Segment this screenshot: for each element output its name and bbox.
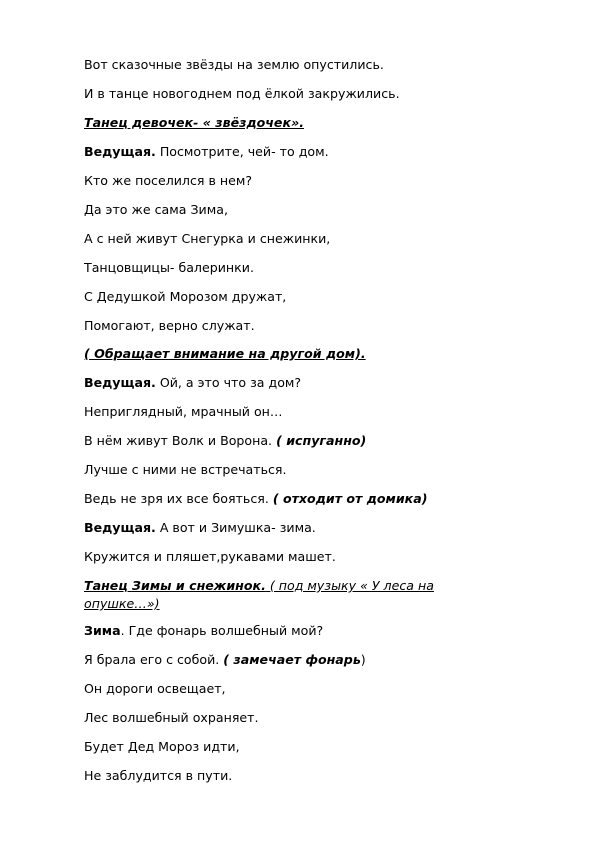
line-text: А с ней живут Снегурка и снежинки, xyxy=(84,231,331,246)
text-line xyxy=(84,231,524,247)
text-line xyxy=(84,739,524,755)
direction-text: ( под музыку « У леса на xyxy=(265,578,434,593)
stage-direction xyxy=(84,346,524,362)
line-text: И в танце новогоднем под ёлкой закружились. xyxy=(84,86,400,101)
text-line xyxy=(84,710,524,726)
line-text: . Где фонарь волшебный мой? xyxy=(120,623,324,638)
heading-text: Танец Зимы и снежинок. xyxy=(84,578,266,593)
dialogue-line xyxy=(84,375,524,391)
speaker-name: Ведущая. xyxy=(84,144,156,159)
line-text: Неприглядный, мрачный он… xyxy=(84,404,283,419)
text-line xyxy=(84,549,524,565)
dialogue-line xyxy=(84,433,524,449)
text-line xyxy=(84,86,524,102)
direction-text: ( замечает фонарь xyxy=(223,652,361,667)
line-text: Кто же поселился в нем? xyxy=(84,173,253,188)
dialogue-line xyxy=(84,652,524,668)
text-line xyxy=(84,318,524,334)
text-line xyxy=(84,462,524,478)
line-text: Я брала его с собой. xyxy=(84,652,224,667)
text-line xyxy=(84,57,524,73)
direction-text: ( испуганно) xyxy=(276,433,367,448)
line-text: Будет Дед Мороз идти, xyxy=(84,739,240,754)
text-line xyxy=(84,768,524,784)
direction-text: ( отходит от домика) xyxy=(272,491,428,506)
line-text: А вот и Зимушка- зима. xyxy=(155,520,316,535)
stage-direction xyxy=(84,596,524,612)
line-text: Посмотрите, чей- то дом. xyxy=(155,144,329,159)
line-text: Вот сказочные звёзды на землю опустились. xyxy=(84,57,384,72)
line-text: В нём живут Волк и Ворона. xyxy=(84,433,277,448)
dialogue-line xyxy=(84,144,524,160)
line-text: Да это же сама Зима, xyxy=(84,202,228,217)
speaker-name: Зима xyxy=(84,623,121,638)
line-text: Танцовщицы- балеринки. xyxy=(84,260,254,275)
line-text-tail: ) xyxy=(360,652,366,667)
dialogue-line xyxy=(84,623,524,639)
speaker-name: Ведущая. xyxy=(84,520,156,535)
text-line xyxy=(84,681,524,697)
line-text: Помогают, верно служат. xyxy=(84,318,255,333)
dialogue-line xyxy=(84,520,524,536)
line-text: Ой, а это что за дом? xyxy=(155,375,302,390)
dialogue-line xyxy=(84,491,524,507)
line-text: Лучше с ними не встречаться. xyxy=(84,462,287,477)
direction-text: ( Обращает внимание на другой дом). xyxy=(84,346,366,361)
text-line xyxy=(84,289,524,305)
section-heading xyxy=(84,578,524,594)
line-text: Кружится и пляшет,рукавами машет. xyxy=(84,549,336,564)
line-text: Не заблудится в пути. xyxy=(84,768,233,783)
text-line xyxy=(84,173,524,189)
text-line xyxy=(84,202,524,218)
line-text: Он дороги освещает, xyxy=(84,681,226,696)
line-text: Лес волшебный охраняет. xyxy=(84,710,259,725)
section-heading xyxy=(84,115,524,131)
direction-text: опушке…») xyxy=(84,596,160,611)
speaker-name: Ведущая. xyxy=(84,375,156,390)
line-text: С Дедушкой Морозом дружат, xyxy=(84,289,287,304)
text-line xyxy=(84,404,524,420)
line-text: Ведь не зря их все бояться. xyxy=(84,491,273,506)
text-line xyxy=(84,260,524,276)
heading-text: Танец девочек- « звёздочек». xyxy=(84,115,304,130)
